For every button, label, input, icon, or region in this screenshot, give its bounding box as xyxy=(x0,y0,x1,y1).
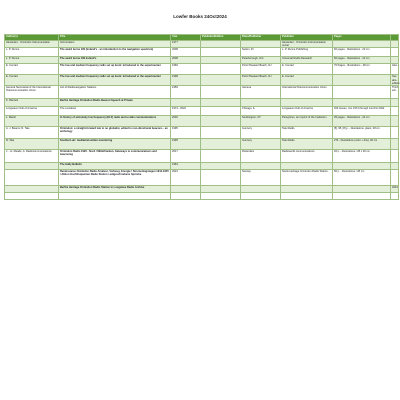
table-cell[interactable]: Renaissance Ormindon Radio Amateur, Vorbeug, Energie / Strumentagstagen 1944-1945 / Aktion Hochfrequenten Radio Station / aufgeschriebene Sprüche xyxy=(59,170,171,186)
table-cell[interactable]: The low and medium frequency radio set up book: introduced to the experimenter xyxy=(59,75,171,86)
table-cell[interactable]: E. Conrad xyxy=(5,75,59,86)
table-cell[interactable]: See abo... edition xyxy=(392,75,400,85)
table-cell[interactable]: 2008 xyxy=(171,57,201,64)
table-cell[interactable]: K. Warnell xyxy=(5,99,59,107)
table-cell[interactable] xyxy=(171,193,201,200)
table-row xyxy=(5,186,399,193)
table-cell[interactable]: 1995 xyxy=(171,127,201,139)
table-cell[interactable] xyxy=(391,116,399,127)
table-cell[interactable]: Chicago, IL xyxy=(241,107,281,116)
table-cell[interactable] xyxy=(333,99,391,107)
table-cell[interactable]: 1963 xyxy=(171,163,201,170)
table-cell[interactable] xyxy=(391,107,399,116)
table-cell[interactable]: A. J. Beams; R. Tate xyxy=(5,127,59,139)
table-row xyxy=(5,48,399,57)
table-cell[interactable] xyxy=(333,41,391,48)
table-cell[interactable]: 1959 xyxy=(171,86,201,99)
table-cell[interactable] xyxy=(333,163,391,170)
table-cell[interactable] xyxy=(201,127,241,139)
table-cell[interactable] xyxy=(201,57,241,64)
table-cell[interactable] xyxy=(201,86,241,99)
table-cell[interactable] xyxy=(391,41,399,48)
table-cell[interactable] xyxy=(171,99,201,107)
table-cell[interactable]: Tate Radio xyxy=(281,127,333,139)
table-row xyxy=(5,99,399,107)
table-cell[interactable]: [5], 95, [8] p. - illustrations, plans; 28 cm xyxy=(333,127,391,139)
table-cell[interactable]: E. Conrad xyxy=(281,75,333,86)
table-cell[interactable]: The low and medium frequency radio set up book: introduced to the experimenter xyxy=(59,64,171,75)
table-cell[interactable]: List of Radionavigation Stations xyxy=(59,86,171,99)
table-row xyxy=(5,170,399,186)
col-header[interactable]: Author(s) xyxy=(5,35,59,41)
table-cell[interactable]: Southington, CT. xyxy=(241,116,281,127)
table-cell[interactable]: 60 pages - Illustrations - 22 cm xyxy=(333,48,391,57)
table-cell[interactable] xyxy=(281,193,333,200)
table-cell[interactable] xyxy=(391,170,399,186)
table-cell[interactable]: 45 pages - Illustrations - 24 cm xyxy=(333,116,391,127)
col-header[interactable]: Title xyxy=(59,35,171,41)
table-cell[interactable]: 60 pages - Illustrations - 22 cm xyxy=(333,57,391,64)
table-cell[interactable] xyxy=(5,163,59,170)
table-row xyxy=(5,163,399,170)
table-cell[interactable]: L. P. Dunne xyxy=(5,48,59,57)
table-cell[interactable] xyxy=(391,139,399,150)
table-cell[interactable]: Also... xyxy=(391,64,399,75)
table-cell[interactable]: 2008 xyxy=(171,48,201,57)
table-cell[interactable]: J. - H. Meade, A. Radiocommunications xyxy=(5,150,59,163)
table-cell[interactable]: International Telecommunication Union xyxy=(281,86,333,99)
table-cell[interactable] xyxy=(333,193,391,200)
table-cell[interactable] xyxy=(201,107,241,116)
table-cell[interactable]: Gunnery xyxy=(241,127,281,139)
table-cell[interactable] xyxy=(241,193,281,200)
table-cell[interactable]: L. P. Dunne Publishing xyxy=(281,48,333,57)
table-cell[interactable] xyxy=(391,150,399,163)
table-cell[interactable] xyxy=(201,64,241,75)
table-cell[interactable]: 2024 xyxy=(171,170,201,186)
table-row xyxy=(5,139,399,150)
table-cell[interactable]: 1995 xyxy=(171,139,201,150)
table-row xyxy=(5,86,399,99)
table-cell[interactable] xyxy=(201,163,241,170)
table-cell[interactable]: Peterborough, Ont. xyxy=(241,57,281,64)
table-cell[interactable]: 2002 xyxy=(171,116,201,127)
table-cell[interactable]: Universal Radio Research xyxy=(281,57,333,64)
table-cell[interactable]: 322 Issues, Jun 1974 through Jun/Oct 2022 xyxy=(333,107,391,116)
table-cell[interactable] xyxy=(59,193,171,200)
table-row xyxy=(5,64,399,75)
table-cell[interactable] xyxy=(333,86,391,99)
col-header[interactable]: Publisher/Edition xyxy=(201,35,241,41)
table-cell[interactable]: Alexander - Ormindon Instrumentation xyxy=(5,41,59,48)
table-cell[interactable] xyxy=(241,186,281,193)
table-cell[interactable] xyxy=(391,163,399,170)
col-header[interactable]: Pages xyxy=(333,35,391,41)
table-cell[interactable]: Point Pleasant Beach, NJ xyxy=(241,64,281,75)
table-cell[interactable] xyxy=(391,193,399,200)
table-cell[interactable]: Rotterdam xyxy=(241,150,281,163)
table-cell[interactable]: The Lowdown xyxy=(59,107,171,116)
table-cell[interactable]: Radioworld communications xyxy=(281,150,333,163)
table-cell[interactable]: 1977 xyxy=(171,41,201,48)
table-cell[interactable] xyxy=(391,48,399,57)
table-cell[interactable]: Alexander - Ormindon instrumentation center xyxy=(281,41,333,48)
table-row xyxy=(5,107,399,116)
table-cell[interactable]: E. Conrad xyxy=(5,64,59,75)
table-cell[interactable] xyxy=(5,170,59,186)
table-cell[interactable]: General Secretariat of the International Telecommunication Union xyxy=(5,86,59,99)
table-cell[interactable]: 76 Pages - Illustrations - 28 cm xyxy=(333,64,391,75)
table-body xyxy=(5,41,399,200)
table-cell[interactable] xyxy=(201,116,241,127)
table-cell[interactable] xyxy=(201,48,241,57)
col-header[interactable]: Place/Publisher xyxy=(241,35,281,41)
table-cell[interactable]: Ormindon Radio 1920 - Nord / Mittelfranken, Gateways to communications and beaconing xyxy=(59,150,171,163)
table-cell[interactable]: 1969 xyxy=(171,64,201,75)
table-row xyxy=(5,127,399,139)
table-cell[interactable]: Peregrinus, an imprint of the Institution xyxy=(281,116,333,127)
table-cell[interactable]: Tate Radio xyxy=(281,139,333,150)
table-cell[interactable]: 1974 - 2022 xyxy=(171,107,201,116)
table-cell[interactable]: Instrumation xyxy=(59,41,171,48)
table-row xyxy=(5,57,399,64)
table-cell[interactable]: Berthe Heritage Ormindon Radio Station in Longwave Radio Archive xyxy=(59,186,171,193)
table-cell[interactable] xyxy=(201,75,241,86)
table-cell[interactable]: In history of extremely low frequency (ELF) radio and a radio communications xyxy=(59,116,171,127)
table-cell[interactable]: E. Conrad xyxy=(281,64,333,75)
table-cell[interactable]: 2024 xyxy=(391,186,399,193)
table-cell[interactable]: 60 p. - illustrations / 28 cm xyxy=(333,170,391,186)
col-header[interactable]: Publisher xyxy=(281,35,333,41)
table-cell[interactable] xyxy=(201,186,241,193)
table-cell[interactable]: Gunnery xyxy=(241,139,281,150)
table-cell[interactable]: Southern air: mediatransmitter monitoring xyxy=(59,139,171,150)
table-cell[interactable]: The Hally Bulletin xyxy=(59,163,171,170)
table-cell[interactable]: Geneva xyxy=(241,86,281,99)
table-cell[interactable] xyxy=(171,186,201,193)
table-cell[interactable] xyxy=(5,193,59,200)
table-cell[interactable]: Berthe Heritage Ormindon Radio Beacon Speech at Private xyxy=(59,99,171,107)
table-cell[interactable]: Longwave Club of America xyxy=(281,107,333,116)
table-row xyxy=(5,116,399,127)
table-cell[interactable]: 2017 xyxy=(171,150,201,163)
table-cell[interactable] xyxy=(201,41,241,48)
table-cell[interactable]: Longwave Club of America xyxy=(5,107,59,116)
table-cell[interactable] xyxy=(201,139,241,150)
table-row xyxy=(5,193,399,200)
table-cell[interactable]: The weird borne 160 Ireland's xyxy=(59,57,171,64)
table-cell[interactable] xyxy=(333,186,391,193)
table-cell[interactable] xyxy=(281,186,333,193)
table-cell[interactable] xyxy=(281,99,333,107)
table-cell[interactable] xyxy=(241,163,281,170)
table-cell[interactable] xyxy=(5,186,59,193)
table-cell[interactable] xyxy=(391,99,399,107)
table-cell[interactable] xyxy=(241,41,281,48)
table-cell[interactable] xyxy=(391,127,399,139)
table-row xyxy=(5,150,399,163)
table-cell[interactable] xyxy=(201,150,241,163)
table-cell[interactable] xyxy=(241,99,281,107)
table-cell[interactable]: Third edi... xyxy=(391,86,399,99)
table-row xyxy=(5,75,399,86)
table-cell[interactable]: Point Pleasant Beach, NJ xyxy=(241,75,281,86)
page-title: Lowfer Books 24Oct2024 xyxy=(173,14,227,19)
table-cell[interactable]: 32 p. - illustrations / 28 x 30 cm xyxy=(333,150,391,163)
table-cell[interactable]: Norway xyxy=(241,170,281,186)
table-cell[interactable]: Norsk Heritage Ormindon Radio Station xyxy=(281,170,333,186)
col-header[interactable]: Year xyxy=(171,35,201,41)
table-cell[interactable] xyxy=(391,57,399,64)
table-cell[interactable]: L. Marsh xyxy=(5,116,59,127)
table-cell[interactable]: 274 - illustrations (color + b/w); 26 cm xyxy=(333,139,391,150)
table-cell[interactable] xyxy=(201,170,241,186)
table-cell[interactable]: Sutton, IN xyxy=(241,48,281,57)
table-cell[interactable] xyxy=(201,193,241,200)
table-cell[interactable]: R. Tate xyxy=(5,139,59,150)
table-cell[interactable]: L. P. Dunne xyxy=(5,57,59,64)
table-row xyxy=(5,41,399,48)
table-cell[interactable]: 1998 xyxy=(171,75,201,86)
table-cell[interactable] xyxy=(201,99,241,107)
table-cell[interactable] xyxy=(281,163,333,170)
table-cell[interactable]: Ormindon: a straight-forward low to no globalist, edited to non-directional beacons - an anthology xyxy=(59,127,171,139)
table-cell[interactable]: The weird borne 160 (Ireland's - an introduction to the navigation spectrum) xyxy=(59,48,171,57)
table-cell[interactable] xyxy=(333,75,391,86)
books-table xyxy=(4,34,399,200)
